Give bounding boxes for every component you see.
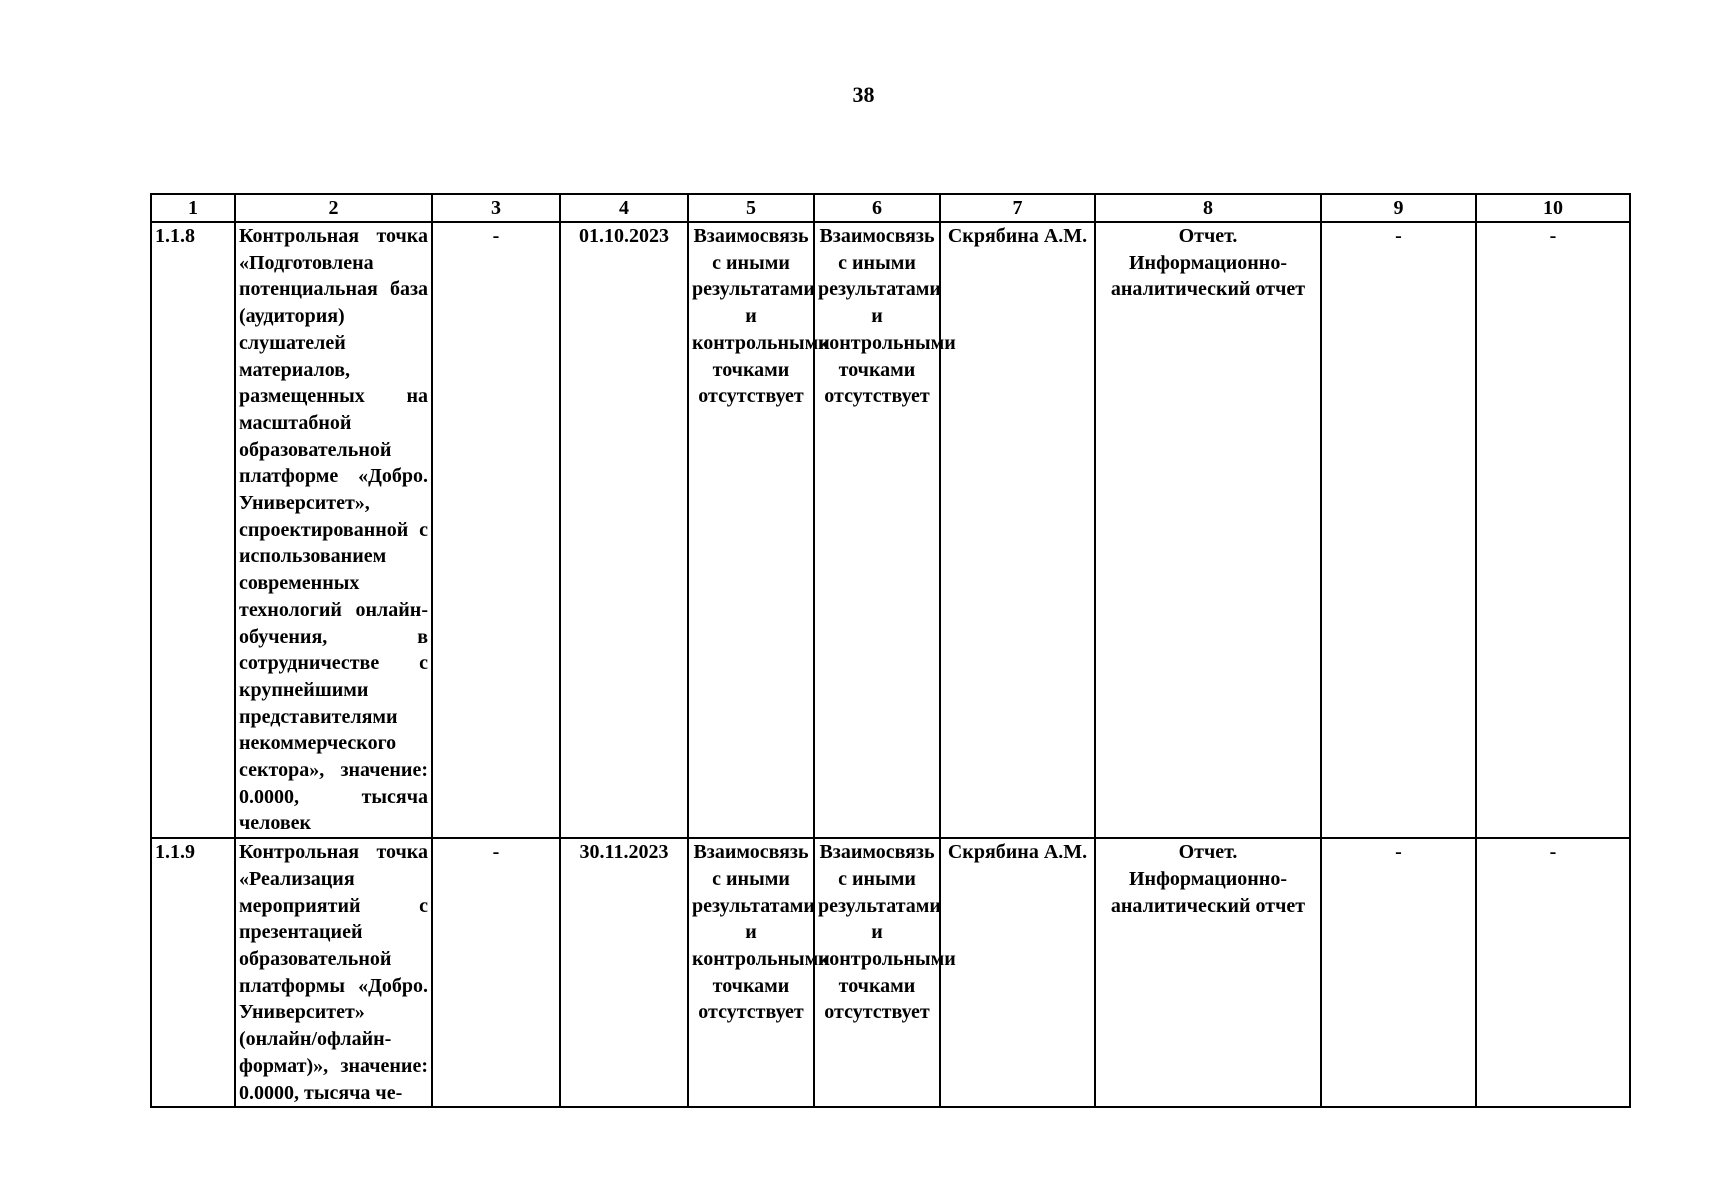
- header-cell-5: 5: [688, 194, 814, 222]
- header-cell-9: 9: [1321, 194, 1476, 222]
- report-type: Отчет. Информационно-аналитический отчет: [1095, 838, 1321, 1107]
- checkpoint-description: Контрольная точка «Реализация мероприятий с презентацией образовательной платформы «Добро. Университет» (онлайн/офлайн-формат)», значение: 0.0000, тысяча че-: [235, 838, 432, 1107]
- header-cell-10: 10: [1476, 194, 1630, 222]
- item-number: 1.1.8: [151, 222, 235, 838]
- due-date: 30.11.2023: [560, 838, 688, 1107]
- header-cell-4: 4: [560, 194, 688, 222]
- responsible-person: Скрябина А.М.: [940, 838, 1095, 1107]
- report-type: Отчет. Информационно-аналитический отчет: [1095, 222, 1321, 838]
- header-row: [151, 194, 1630, 222]
- due-date: 01.10.2023: [560, 222, 688, 838]
- header-cell-3: 3: [432, 194, 560, 222]
- header-cell-6: 6: [814, 194, 940, 222]
- col9-value: -: [1321, 222, 1476, 838]
- plan-table: [150, 193, 1631, 1108]
- relation-successors: Взаимосвязь с иными результатами и контрольными точками отсутствует: [814, 222, 940, 838]
- relation-predecessors: Взаимосвязь с иными результатами и контрольными точками отсутствует: [688, 222, 814, 838]
- col10-value: -: [1476, 222, 1630, 838]
- header-cell-8: 8: [1095, 194, 1321, 222]
- page-number: 38: [852, 82, 875, 107]
- header-cell-1: 1: [151, 194, 235, 222]
- relation-predecessors: Взаимосвязь с иными результатами и контрольными точками отсутствует: [688, 838, 814, 1107]
- col10-value: -: [1476, 838, 1630, 1107]
- table-row: [151, 838, 1630, 1107]
- relation-successors: Взаимосвязь с иными результатами и контрольными точками отсутствует: [814, 838, 940, 1107]
- table-row: [151, 222, 1630, 838]
- header-cell-2: 2: [235, 194, 432, 222]
- col3-value: -: [432, 838, 560, 1107]
- col3-value: -: [432, 222, 560, 838]
- col9-value: -: [1321, 838, 1476, 1107]
- responsible-person: Скрябина А.М.: [940, 222, 1095, 838]
- header-cell-7: 7: [940, 194, 1095, 222]
- item-number: 1.1.9: [151, 838, 235, 1107]
- checkpoint-description: Контрольная точка «Подготовлена потенциальная база (аудитория) слушателей материалов, размещенных на масштабной образовательной платформе «Добро. Университет», спроектированной с использованием современных технологий онлайн-обучения, в сотрудничестве с крупнейшими представителями некоммерческого сектора», значение: 0.0000, тысяча человек: [235, 222, 432, 838]
